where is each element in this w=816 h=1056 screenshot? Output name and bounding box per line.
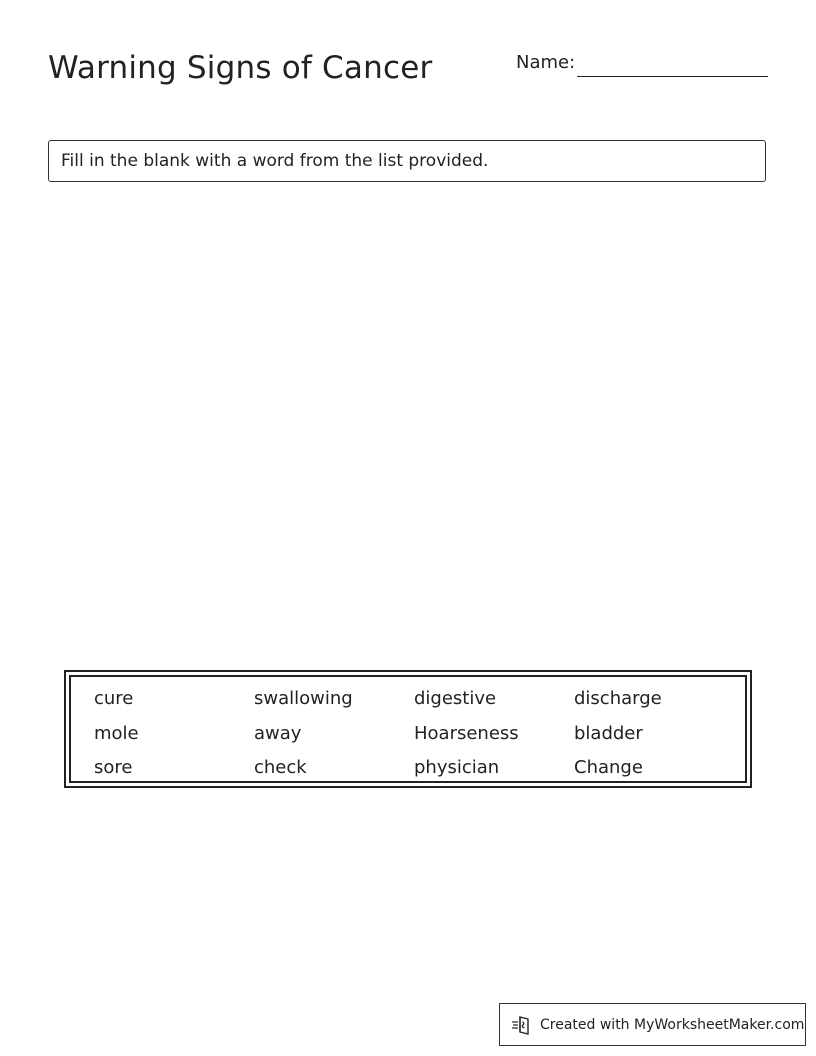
word-bank-item: mole bbox=[94, 722, 139, 744]
word-bank-inner-border bbox=[69, 675, 747, 783]
word-bank-item: Change bbox=[574, 757, 643, 778]
word-bank-item: physician bbox=[414, 757, 500, 778]
word-bank-item: away bbox=[254, 722, 302, 744]
footer-credit-badge[interactable] bbox=[499, 1003, 806, 1046]
word-grid bbox=[94, 682, 734, 786]
word-bank-item: check bbox=[254, 757, 307, 778]
word-bank-item: digestive bbox=[414, 688, 497, 709]
word-bank-item: Hoarseness bbox=[414, 722, 519, 744]
name-label: Name: bbox=[516, 52, 576, 73]
word-bank-item: cure bbox=[94, 688, 134, 709]
instructions-box: Fill in the blank with a word from the list provided. bbox=[48, 140, 766, 182]
word-bank-item: sore bbox=[94, 757, 133, 778]
word-bank bbox=[64, 670, 752, 788]
word-bank-item: swallowing bbox=[254, 688, 353, 709]
name-blank-line[interactable] bbox=[577, 76, 768, 77]
page-title: Warning Signs of Cancer bbox=[48, 50, 433, 86]
word-bank-item: bladder bbox=[574, 722, 643, 744]
worksheet-logo-icon bbox=[510, 1014, 532, 1036]
word-bank-item: discharge bbox=[574, 688, 662, 709]
footer-credit-text: Created with MyWorksheetMaker.com bbox=[540, 1016, 805, 1033]
name-field bbox=[516, 51, 768, 79]
